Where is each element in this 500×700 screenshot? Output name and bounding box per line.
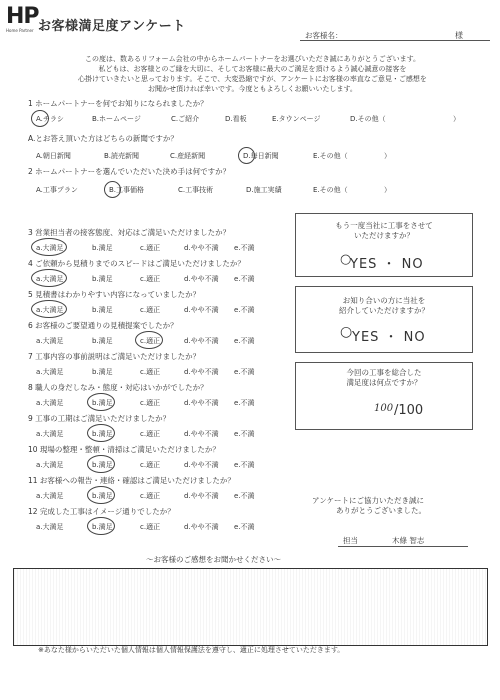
intro-line: この度は、数あるリフォーム会社の中からホームパートナーをお選びいただき誠にありがとうございます。 <box>84 55 421 63</box>
answer-circle <box>87 455 115 473</box>
answer-circle <box>31 300 67 318</box>
logo-mark: HP <box>6 4 39 29</box>
answer-circle <box>135 331 163 349</box>
referral-question: お知り合いの方に当社を <box>342 296 426 305</box>
rating-option[interactable]: b.満足 <box>92 461 113 469</box>
referral-question-2: 紹介していただけますか？ <box>339 306 429 315</box>
question-1a: A.とお答え頂いた方はどちらの新聞ですか？ <box>28 134 178 143</box>
rating-option[interactable]: e.不満 <box>234 275 255 283</box>
rating-option[interactable]: b.満足 <box>92 368 113 376</box>
overall-score-question: 今回の工事を総合した <box>346 368 422 377</box>
thanks-line: アンケートにご協力いただき誠に <box>312 496 425 505</box>
rating-option[interactable]: d.やや不満 <box>184 430 219 438</box>
logo-subtext: Home Partner <box>6 28 34 33</box>
q1-option-c[interactable]: C.ご紹介 <box>171 115 200 123</box>
q1-option-e[interactable]: E.タウンページ <box>272 115 321 123</box>
staff-underline <box>338 546 468 547</box>
question-1: 1 ホームパートナーを何でお知りになられましたか？ <box>28 99 208 108</box>
intro-line: お聞かせ頂ければ幸いです。今度ともよろしくお願いいたします。 <box>148 85 357 93</box>
rating-option[interactable]: b.満足 <box>92 430 113 438</box>
question-9: 9 工事の工期はご満足いただけましたか？ <box>28 414 171 423</box>
rating-option[interactable]: d.やや不満 <box>184 523 219 531</box>
q1-option-other-close: ） <box>453 115 460 123</box>
rating-option[interactable]: b.満足 <box>92 244 113 252</box>
rating-option[interactable]: a.大満足 <box>36 337 64 345</box>
rating-option[interactable]: d.やや不満 <box>184 275 219 283</box>
repeat-order-answer[interactable]: YES ・ NO <box>350 257 424 272</box>
q1a-answer-circle <box>238 147 255 164</box>
staff-label: 担当 <box>343 536 358 545</box>
rating-option[interactable]: a.大満足 <box>36 399 64 407</box>
rating-option[interactable]: e.不満 <box>234 461 255 469</box>
rating-option[interactable]: e.不満 <box>234 399 255 407</box>
answer-circle <box>31 238 67 256</box>
yes-mark: ○ <box>340 252 352 267</box>
rating-option[interactable]: e.不満 <box>234 523 255 531</box>
yes-mark: ○ <box>340 324 353 340</box>
question-2: 2 ホームパートナーを選んでいただいた決め手は何ですか？ <box>28 167 231 176</box>
honorific-label: 様 <box>455 31 463 40</box>
rating-option[interactable]: d.やや不満 <box>184 337 219 345</box>
rating-option[interactable]: c.適正 <box>140 523 161 531</box>
staff-name: 木條 智志 <box>392 536 425 545</box>
question-8: 8 職人の身だしなみ・態度・対応はいかがでしたか？ <box>28 383 208 392</box>
q2-option-e[interactable]: E.その他（ <box>313 186 348 194</box>
question-6: 6 お客様のご要望通りの見積提案でしたか？ <box>28 321 178 330</box>
rating-option[interactable]: d.やや不満 <box>184 492 219 500</box>
rating-option[interactable]: a.大満足 <box>36 275 64 283</box>
overall-score-box <box>295 362 473 430</box>
q2-option-d[interactable]: D.施工実績 <box>246 186 282 194</box>
q1a-option-close: ） <box>384 152 391 160</box>
rating-option[interactable]: d.やや不満 <box>184 368 219 376</box>
question-7: 7 工事内容の事前説明はご満足いただけましたか？ <box>28 352 201 361</box>
answer-circle <box>87 424 115 442</box>
rating-option[interactable]: a.大満足 <box>36 461 64 469</box>
q2-answer-circle <box>104 181 121 198</box>
referral-answer[interactable]: YES ・ NO <box>352 330 426 345</box>
q1-option-a[interactable]: A.チラシ <box>36 115 64 123</box>
rating-option[interactable]: e.不満 <box>234 337 255 345</box>
overall-score-question-2: 満足度は何点ですか？ <box>346 378 422 387</box>
rating-option[interactable]: b.満足 <box>92 523 113 531</box>
rating-option[interactable]: d.やや不満 <box>184 244 219 252</box>
overall-score-value[interactable]: 100 <box>374 403 394 414</box>
intro-line: 心掛けていきたいと思っております。そこで、大変恐縮ですが、アンケートにお客様の率直なご意見・ご感想を <box>78 75 427 83</box>
intro-text <box>30 54 475 94</box>
rating-option[interactable]: e.不満 <box>234 306 255 314</box>
question-10: 10 現場の整理・整頓・清掃はご満足いただけましたか？ <box>28 445 220 454</box>
q2-option-close: ） <box>384 186 391 194</box>
rating-option[interactable]: c.適正 <box>140 306 161 314</box>
repeat-order-box <box>295 213 473 277</box>
rating-option[interactable]: c.適正 <box>140 492 161 500</box>
rating-option[interactable]: a.大満足 <box>36 492 64 500</box>
rating-option[interactable]: b.満足 <box>92 399 113 407</box>
rating-option[interactable]: a.大満足 <box>36 244 64 252</box>
rating-option[interactable]: a.大満足 <box>36 306 64 314</box>
answer-circle <box>87 517 115 535</box>
q2-option-b[interactable]: B.工事価格 <box>109 186 145 194</box>
q1-option-b[interactable]: B.ホームページ <box>92 115 141 123</box>
rating-option[interactable]: e.不満 <box>234 368 255 376</box>
rating-option[interactable]: e.不満 <box>234 244 255 252</box>
question-4: 4 ご依頼から見積りまでのスピードはご満足いただけましたか？ <box>28 259 245 268</box>
privacy-note: ※あなた様からいただいた個人情報は個人情報保護法を遵守し、適正に処理させていただきます。 <box>38 646 345 654</box>
rating-option[interactable]: c.適正 <box>140 430 161 438</box>
answer-circle <box>87 393 115 411</box>
thanks-line: ありがとうございました。 <box>336 506 426 515</box>
q2-option-a[interactable]: A.工事プラン <box>36 186 78 194</box>
q1a-option-d[interactable]: D.毎日新聞 <box>243 152 279 160</box>
question-3: 3 営業担当者の接客態度、対応はご満足いただけましたか？ <box>28 228 231 237</box>
comment-input[interactable] <box>13 568 488 646</box>
rating-option[interactable]: b.満足 <box>92 337 113 345</box>
rating-option[interactable]: a.大満足 <box>36 368 64 376</box>
rating-option[interactable]: c.適正 <box>140 368 161 376</box>
question-5: 5 見積書はわかりやすい内容になっていましたか？ <box>28 290 201 299</box>
rating-option[interactable]: b.満足 <box>92 492 113 500</box>
repeat-order-question: もう一度当社に工事をさせて <box>335 221 433 230</box>
rating-option[interactable]: e.不満 <box>234 430 255 438</box>
rating-option[interactable]: c.適正 <box>140 399 161 407</box>
rating-option[interactable]: d.やや不満 <box>184 461 219 469</box>
intro-line: 私どもは、お客様とのご縁を大切に、そしてお客様に最大のご満足を頂けるよう誠心誠意の接客を <box>98 65 407 73</box>
customer-name-label: お客様名： <box>305 31 343 40</box>
rating-option[interactable]: a.大満足 <box>36 523 64 531</box>
q1-option-d[interactable]: D.看板 <box>225 115 247 123</box>
q1a-option-e[interactable]: E.その他（ <box>313 152 348 160</box>
rating-option[interactable]: b.満足 <box>92 275 113 283</box>
rating-option[interactable]: b.満足 <box>92 306 113 314</box>
q1-answer-circle <box>31 110 49 127</box>
q1a-option-c[interactable]: C.産経新聞 <box>170 152 206 160</box>
comment-heading: 〜お客様のご感想をお聞かせください〜 <box>146 555 281 564</box>
q1a-option-a[interactable]: A.朝日新聞 <box>36 152 71 160</box>
q2-option-c[interactable]: C.工事技術 <box>178 186 214 194</box>
rating-option[interactable]: c.適正 <box>140 337 161 345</box>
rating-option[interactable]: d.やや不満 <box>184 399 219 407</box>
overall-score-total: /100 <box>394 403 424 418</box>
answer-circle <box>87 486 115 504</box>
q1-option-other[interactable]: D.その他（ <box>350 115 386 123</box>
page-title: お客様満足度アンケート <box>38 19 186 34</box>
rating-option[interactable]: e.不満 <box>234 492 255 500</box>
rating-option[interactable]: a.大満足 <box>36 430 64 438</box>
rating-option[interactable]: d.やや不満 <box>184 306 219 314</box>
rating-option[interactable]: c.適正 <box>140 461 161 469</box>
rating-option[interactable]: c.適正 <box>140 275 161 283</box>
question-11: 11 お客様への報告・連絡・確認はご満足いただけましたか？ <box>28 476 235 485</box>
rating-option[interactable]: c.適正 <box>140 244 161 252</box>
q1a-option-b[interactable]: B.読売新聞 <box>104 152 140 160</box>
repeat-order-question-2: いただけますか？ <box>354 231 414 240</box>
referral-box <box>295 286 473 353</box>
company-logo <box>6 6 40 46</box>
question-12: 12 完成した工事はイメージ通りでしたか？ <box>28 507 175 516</box>
answer-circle <box>31 269 67 287</box>
